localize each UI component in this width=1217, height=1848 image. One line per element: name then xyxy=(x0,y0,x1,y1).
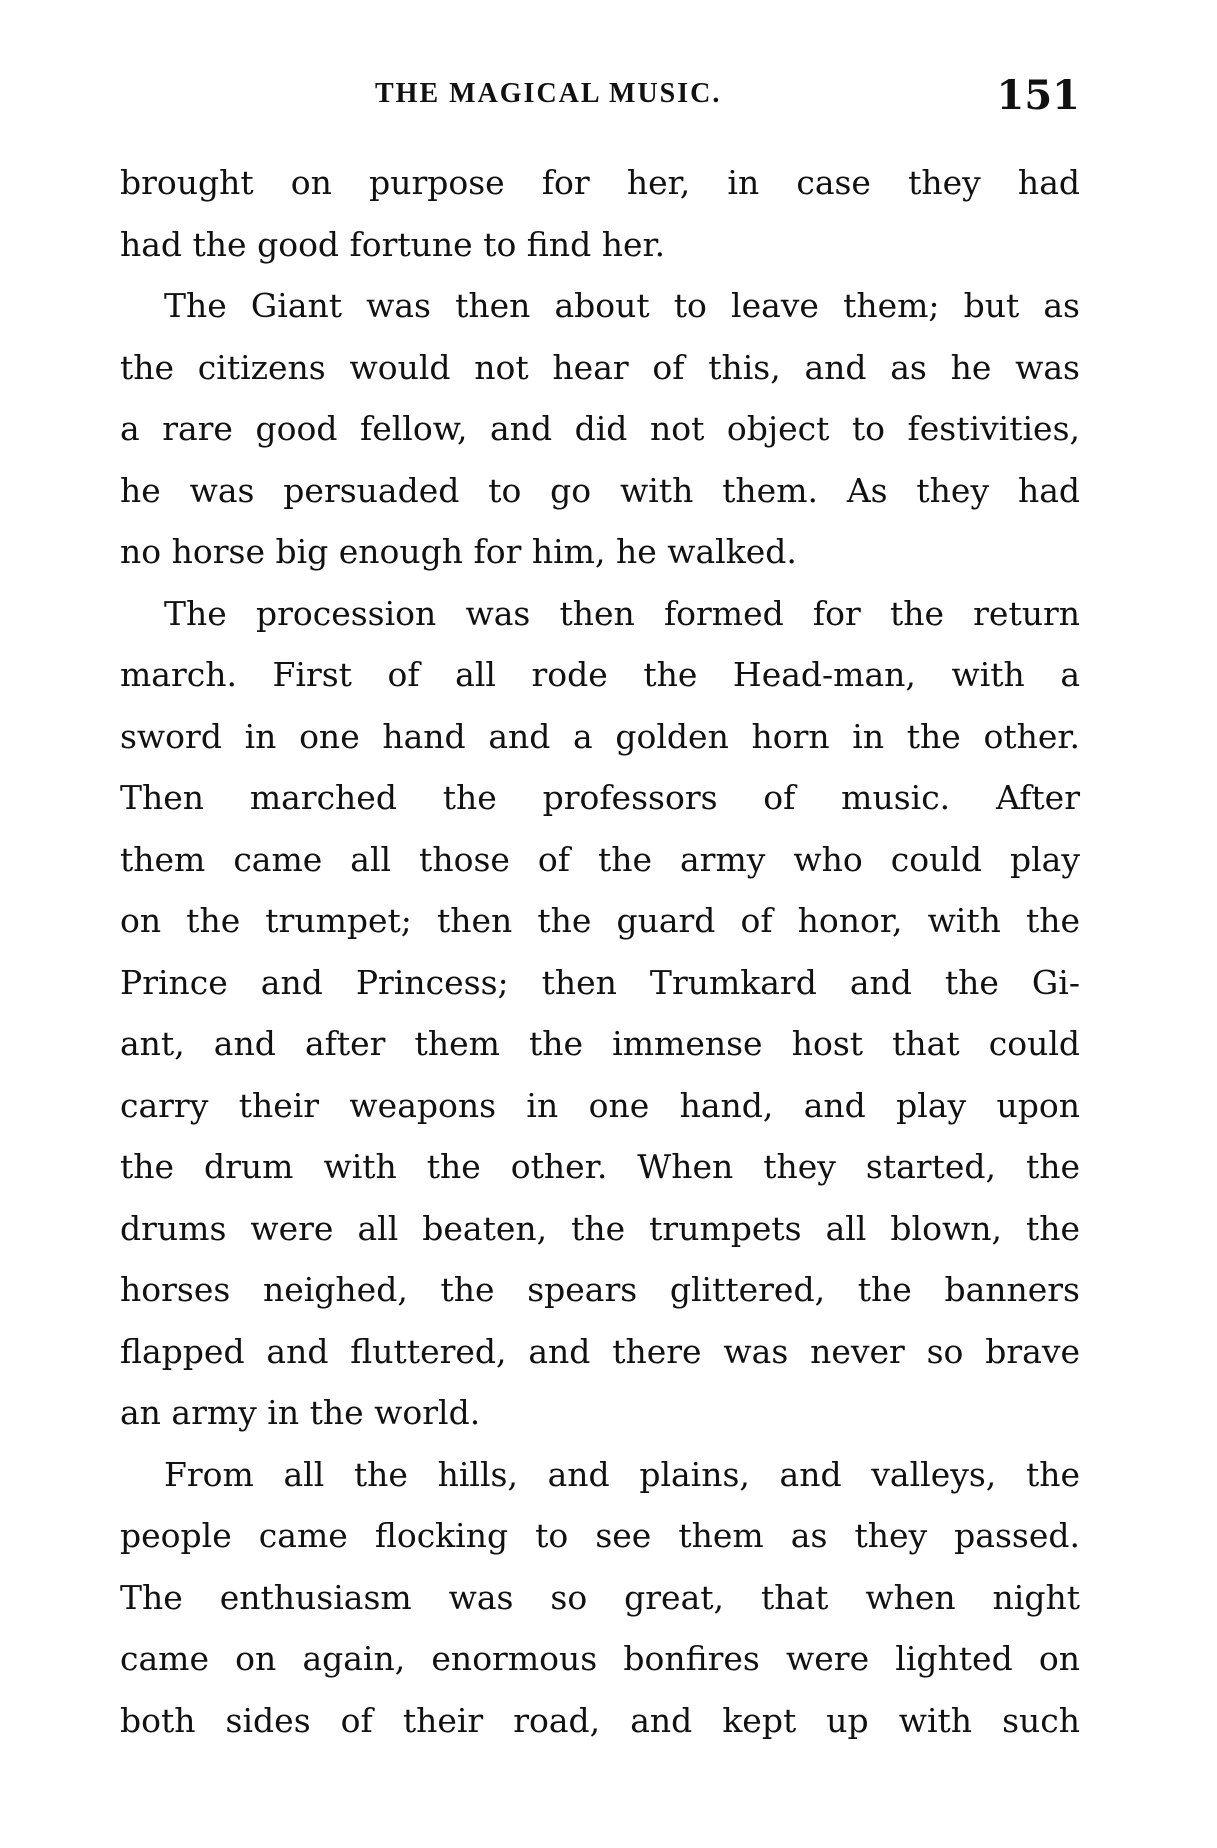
running-title: THE MAGICAL MUSIC. xyxy=(375,78,722,109)
text-line: on the trumpet; then the guard of honor, with the xyxy=(120,901,1080,940)
text-line: The Giant was then about to leave them; but as xyxy=(164,286,1080,325)
text-line: march. First of all rode the Head-man, with a xyxy=(120,655,1080,694)
text-line: Prince and Princess; then Trumkard and the Gi- xyxy=(120,962,1080,1002)
text-line: horses neighed, the spears glittered, the banners xyxy=(120,1270,1080,1309)
text-line: brought on purpose for her, in case they had xyxy=(120,163,1080,202)
text-line: an army in the world. xyxy=(120,1393,481,1432)
text-line: both sides of their road, and kept up with such xyxy=(120,1700,1080,1740)
text-line: the citizens would not hear of this, and as he was xyxy=(120,347,1080,387)
text-line: had the good fortune to find her. xyxy=(120,224,666,264)
text-line: people came flocking to see them as they passed. xyxy=(120,1516,1080,1555)
text-line: sword in one hand and a golden horn in the other. xyxy=(120,716,1080,756)
text-line: The procession was then formed for the return xyxy=(164,593,1080,633)
text-line: ant, and after them the immense host that could xyxy=(120,1024,1080,1063)
page-number: 151 xyxy=(996,72,1080,119)
text-line: came on again, enormous bonfires were lighted on xyxy=(120,1639,1080,1678)
running-head xyxy=(120,72,1080,119)
text-line: carry their weapons in one hand, and play upon xyxy=(120,1085,1080,1125)
text-line: From all the hills, and plains, and valleys, the xyxy=(164,1454,1080,1494)
text-line: the drum with the other. When they started, the xyxy=(120,1147,1080,1186)
text-line: drums were all beaten, the trumpets all blown, the xyxy=(120,1208,1080,1248)
text-line: The enthusiasm was so great, that when night xyxy=(120,1577,1080,1617)
text-line: Then marched the professors of music. After xyxy=(120,778,1080,817)
text-line: a rare good fellow, and did not object to festivities, xyxy=(120,409,1080,448)
text-line: them came all those of the army who could play xyxy=(120,839,1080,879)
text-line: he was persuaded to go with them. As they had xyxy=(120,470,1080,510)
text-line: no horse big enough for him, he walked. xyxy=(120,532,797,571)
body-text xyxy=(120,152,1080,1740)
text-line: flapped and fluttered, and there was never so brave xyxy=(120,1331,1080,1371)
